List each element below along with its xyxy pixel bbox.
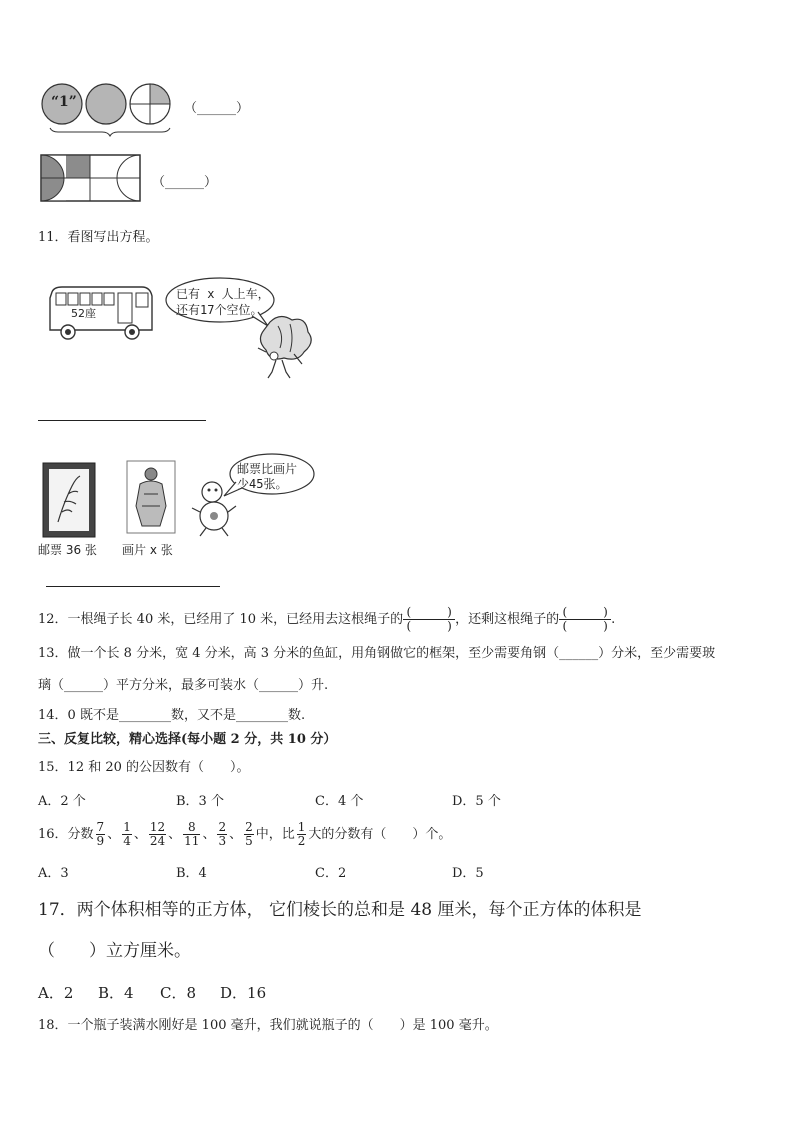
q15-option-d[interactable]: D．5 个 [452, 794, 501, 809]
q17-option-a[interactable]: A．2 [38, 984, 74, 1002]
q16-option-b[interactable]: B．4 [176, 866, 207, 881]
q16-option-a[interactable]: A．3 [38, 866, 69, 881]
bubble-2-line-1: 邮票比画片 [237, 462, 298, 476]
bus-illustration [46, 284, 156, 344]
separator: 、 [229, 827, 243, 842]
question-11: 11．看图写出方程。 [38, 230, 159, 245]
q17-option-d[interactable]: D．16 [220, 984, 267, 1002]
circle-label: “1” [51, 94, 77, 110]
fraction-2-3: $\frac{2}{3}$ [218, 820, 227, 848]
fraction-1-4: $\frac{1}{4}$ [123, 820, 131, 848]
fraction-1-2: $\frac{1}{2}$ [297, 820, 306, 848]
q15-option-c[interactable]: C．4 个 [315, 794, 364, 809]
card-caption: 画片 x 张 [122, 543, 173, 557]
separator: 、 [168, 827, 182, 842]
card-picture [126, 460, 176, 534]
bubble-1-line-2: 还有17个空位。 [176, 303, 263, 317]
q12-end: . [611, 612, 616, 627]
question-14: 14．0 既不是________数，又不是________数. [38, 708, 306, 723]
q12-part-2: ，还剩这根绳子的 [455, 612, 560, 627]
question-13-line-1: 13．做一个长 8 分米，宽 4 分米，高 3 分米的鱼缸，用角钢做它的框架，至少需要角钢（______）分米，至少需要玻 [38, 646, 716, 661]
answer-line-2[interactable] [46, 586, 220, 587]
separator: 、 [133, 827, 147, 842]
q16-suffix: 大的分数有（ ）个。 [308, 827, 452, 842]
fraction-8-11: $\frac{8}{11}$ [184, 820, 200, 848]
cabbage-character [250, 312, 316, 382]
separator: 、 [107, 827, 121, 842]
answer-line-1[interactable] [38, 420, 206, 421]
question-17-line-1: 17．两个体积相等的正方体， 它们棱长的总和是 48 厘米，每个正方体的体积是 [38, 900, 642, 920]
bubble-2-line-2: 少45张。 [237, 477, 288, 491]
bubble-1-line-1: 已有 x 人上车， [176, 287, 270, 301]
three-circles-figure [38, 80, 178, 140]
gourd-character [190, 478, 240, 538]
q16-option-d[interactable]: D．5 [452, 866, 484, 881]
fraction-2-5: $\frac{2}{5}$ [245, 820, 253, 848]
q17-option-b[interactable]: B．4 [98, 984, 134, 1002]
question-18: 18．一个瓶子装满水刚好是 100 毫升，我们就说瓶子的（ ）是 100 毫升。 [38, 1018, 498, 1033]
q15-option-b[interactable]: B．3 个 [176, 794, 224, 809]
q16-mid: 中，比 [255, 827, 295, 842]
question-16 [38, 818, 451, 852]
q17-option-c[interactable]: C．8 [160, 984, 197, 1002]
answer-blank-rectangle[interactable]: （______） [152, 175, 218, 190]
q16-prefix: 16．分数 [38, 827, 94, 842]
q16-option-c[interactable]: C．2 [315, 866, 347, 881]
q12-part-1: 12．一根绳子长 40 米，已经用了 10 米，已经用去这根绳子的 [38, 612, 404, 627]
answer-blank-circles[interactable]: （______） [184, 101, 250, 116]
answer-fraction-remaining[interactable]: ( ) ( ) [559, 606, 611, 633]
question-12 [38, 606, 615, 633]
answer-fraction-used[interactable]: ( ) ( ) [403, 606, 455, 633]
fraction-12-24: $\frac{12}{24}$ [149, 820, 166, 848]
separator: 、 [202, 827, 216, 842]
stamp-picture [42, 462, 96, 538]
bus-seat-label: 52座 [71, 307, 96, 320]
stamp-caption: 邮票 36 张 [38, 543, 97, 557]
question-13-line-2: 璃（______）平方分米，最多可装水（______）升. [38, 678, 329, 693]
fraction-7-9: $\frac{7}{9}$ [96, 820, 105, 848]
question-15: 15．12 和 20 的公因数有（ ）。 [38, 760, 250, 775]
rectangle-figure [40, 154, 142, 204]
question-17-line-2: （ ）立方厘米。 [38, 941, 191, 961]
section-3-title: 三、反复比较，精心选择(每小题 2 分，共 10 分） [38, 732, 337, 747]
q15-option-a[interactable]: A．2 个 [38, 794, 86, 809]
